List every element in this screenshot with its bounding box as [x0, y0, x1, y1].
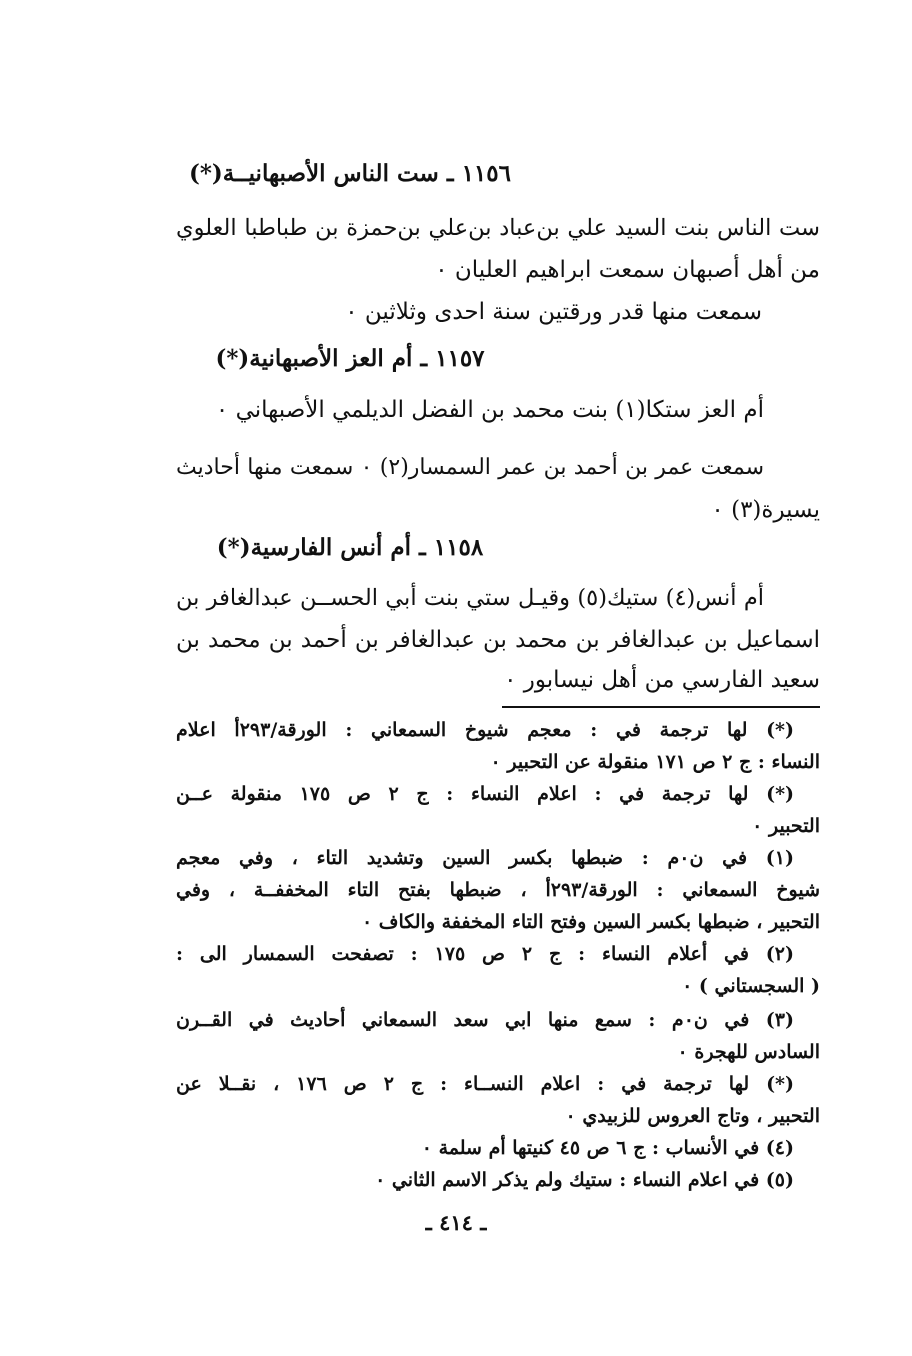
footnote-3-line-2: السادس للهجرة ٠ [677, 1041, 820, 1063]
footnote-1-line-3: التحبير ، ضبطها بكسر السين وفتح التاء المخففة والكاف ٠ [361, 911, 820, 933]
entry-heading-1156: ١١٥٦ ـ ست الناس الأصبهانيــة(*) [189, 160, 511, 187]
footnote-1156-line-1: (*) لها ترجمة في : معجم شيوخ السمعاني : الورقة/٢٩٣أ اعلام [176, 719, 794, 741]
entry-1158-line-2: اسماعيل بن عبدالغافر بن محمد بن عبدالغافر بن أحمد بن محمد بن [176, 627, 820, 653]
entry-1156-line-3: سمعت منها قدر ورقتين سنة احدى وثلاثين ٠ [345, 299, 762, 325]
footnote-2-line-2: ( السجستاني ) ٠ [682, 975, 820, 997]
footnote-2-line-1: (٢) في أعلام النساء : ج ٢ ص ١٧٥ : تصفحت السمسار الى : [176, 943, 794, 965]
entry-1158-line-1: أم أنس(٤) ستيك(٥) وقيـل ستي بنت أبي الحســن عبدالغافر بن [176, 585, 765, 611]
page-number: ـ ٤١٤ ـ [425, 1210, 487, 1235]
entry-heading-1157: ١١٥٧ ـ أم العز الأصبهانية(*) [215, 345, 485, 372]
footnote-1-line-2: شيوخ السمعاني : الورقة/٢٩٣أ ، ضبطها بفتح التاء المخففــة ، وفي [176, 879, 820, 901]
footnote-1-line-1: (١) في ن٠م : ضبطها بكسر السين وتشديد التاء ، وفي معجم [176, 847, 795, 869]
footnote-5: (٥) في اعلام النساء : ستيك ولم يذكر الاسم الثاني ٠ [375, 1169, 794, 1191]
footnote-1157-line-2: التحبير ٠ [752, 815, 820, 837]
entry-1156-line-1: ست الناس بنت السيد علي بن‌عباد بن‌علي بن‌حمزة بن طباطبا العلوي [176, 215, 820, 241]
entry-1157-line-3: يسيرة(٣) ٠ [711, 497, 820, 523]
entry-1157-line-2: سمعت عمر بن أحمد بن عمر السمسار(٢) ٠ سمعت منها أحاديث [176, 455, 765, 480]
footnote-separator [502, 706, 820, 708]
footnote-4: (٤) في الأنساب : ج ٦ ص ٤٥ كنيتها أم سلمة ٠ [421, 1137, 794, 1159]
footnote-1158-line-2: التحبير ، وتاج العروس للزبيدي ٠ [565, 1105, 820, 1127]
footnote-3-line-1: (٣) في ن٠م : سمع منها ابي سعد السمعاني أحاديث في القــرن [176, 1009, 795, 1031]
footnote-1158-line-1: (*) لها ترجمة في : اعلام النســاء : ج ٢ ص ١٧٦ ، نقــلا عن [176, 1073, 794, 1095]
entry-heading-1158: ١١٥٨ ـ أم أنس الفارسية(*) [216, 534, 484, 561]
footnote-1156-line-2: النساء : ج ٢ ص ١٧١ منقولة عن التحبير ٠ [490, 751, 820, 773]
entry-1156-line-2: من أهل أصبهان سمعت ابراهيم العليان ٠ [435, 257, 820, 283]
footnote-1157-line-1: (*) لها ترجمة في : اعلام النساء : ج ٢ ص ١٧٥ منقولة عــن [176, 783, 795, 805]
entry-1158-line-3: سعيد الفارسي من أهل نيسابور ٠ [504, 667, 820, 693]
entry-1157-line-1: أم العز ستكا(١) بنت محمد بن الفضل الديلمي الأصبهاني ٠ [215, 397, 764, 423]
